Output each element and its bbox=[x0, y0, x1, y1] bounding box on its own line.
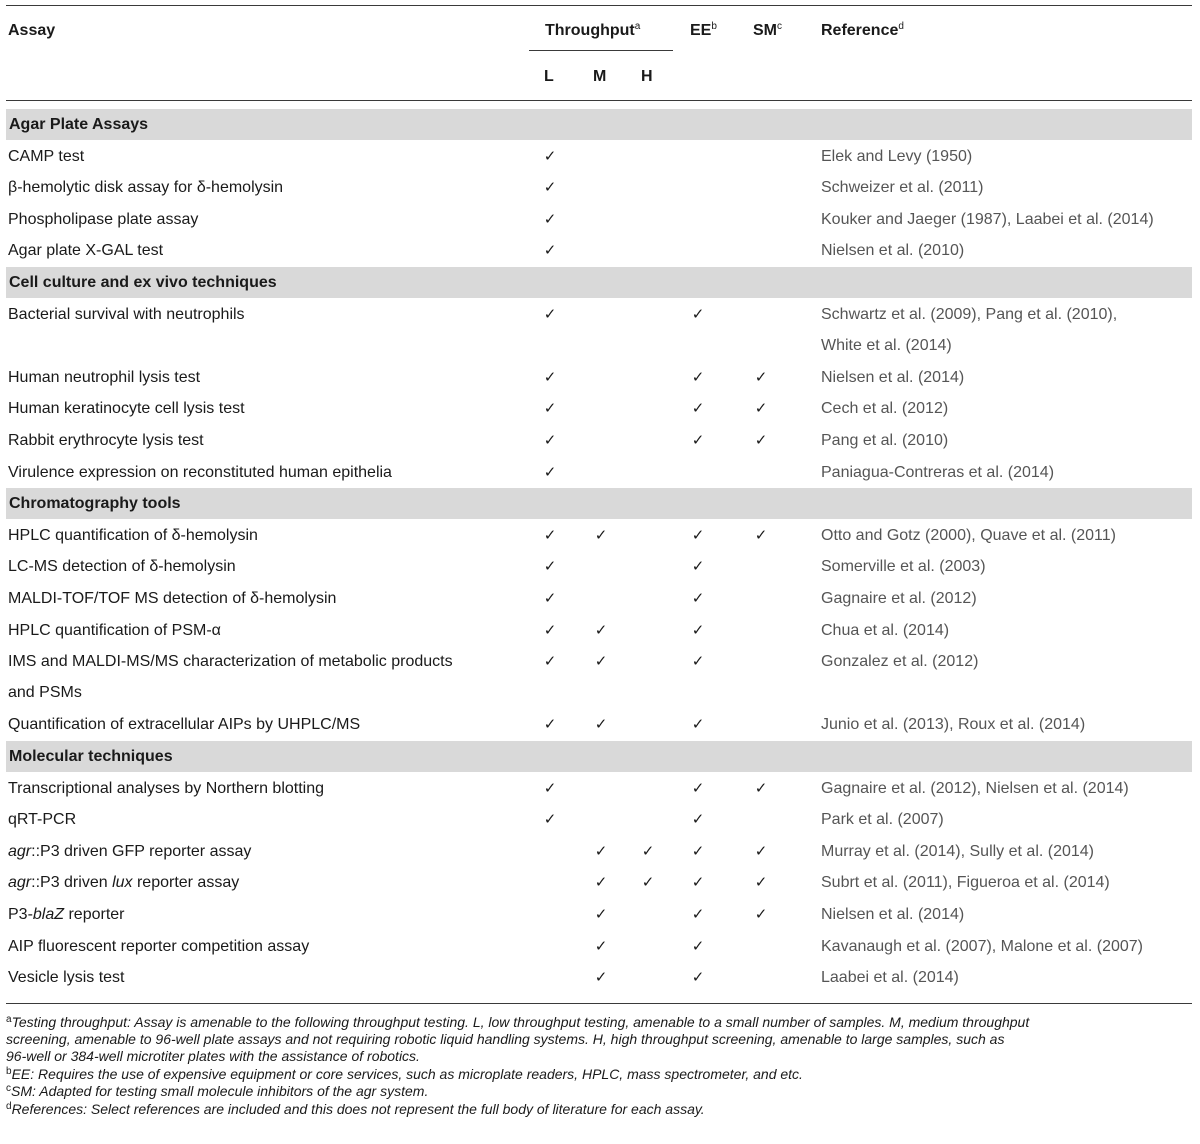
assay-name bbox=[8, 362, 518, 393]
assay-name bbox=[8, 457, 518, 488]
assay-text: MALDI-TOF/TOF MS detection of δ-hemolysin bbox=[8, 590, 337, 607]
reference-line2: White et al. (2014) bbox=[821, 336, 952, 354]
check-mark-ee: ✓ bbox=[691, 810, 705, 829]
section-title: Chromatography tools bbox=[9, 495, 181, 513]
reference-line: Elek and Levy (1950) bbox=[821, 147, 973, 165]
reference-line: Schwartz et al. (2009), Pang et al. (2010), bbox=[821, 305, 1118, 323]
check-mark-ee: ✓ bbox=[691, 652, 705, 671]
table-row bbox=[6, 804, 1192, 836]
table-row bbox=[6, 425, 1192, 457]
check-mark-l: ✓ bbox=[543, 589, 557, 607]
assay-name bbox=[8, 931, 518, 962]
footnote-line: SM: Adapted for testing small molecule inhibitors of the agr system. bbox=[11, 1083, 429, 1099]
reference-line: Nielsen et al. (2014) bbox=[821, 906, 965, 923]
reference-line: Pang et al. (2010) bbox=[821, 432, 949, 449]
check-mark-l: ✓ bbox=[543, 304, 557, 323]
reference-text bbox=[821, 393, 1192, 424]
assay-name bbox=[8, 520, 518, 551]
assay-text: HPLC quantification of δ-hemolysin bbox=[8, 526, 258, 544]
check-mark-ee: ✓ bbox=[691, 968, 705, 987]
assay-text: HPLC quantification of PSM-α bbox=[8, 621, 221, 639]
reference-line: Gagnaire et al. (2012) bbox=[821, 590, 977, 607]
assay-name bbox=[8, 172, 518, 203]
reference-line: Kouker and Jaeger (1987), Laabei et al. (2014) bbox=[821, 210, 1154, 228]
reference-text bbox=[821, 804, 1192, 835]
reference-line: Kavanaugh et al. (2007), Malone et al. (2007) bbox=[821, 937, 1143, 955]
assay-text: LC-MS detection of δ-hemolysin bbox=[8, 558, 236, 576]
table-row bbox=[6, 867, 1192, 899]
assay-text: Agar plate X-GAL test bbox=[8, 242, 164, 260]
footnote-marker: b bbox=[6, 1065, 12, 1077]
assay-text: AIP fluorescent reporter competition assay bbox=[8, 937, 310, 955]
assay-italic-part: agr bbox=[8, 842, 32, 860]
assay-name bbox=[8, 425, 518, 456]
reference-text bbox=[821, 962, 1192, 993]
check-mark-m: ✓ bbox=[594, 652, 608, 671]
throughput-rule bbox=[529, 50, 673, 51]
reference-line: Subrt et al. (2011), Figueroa et al. (2014) bbox=[821, 874, 1110, 892]
header-ee: $EE^b$ bbox=[690, 21, 717, 39]
table-top-rule bbox=[6, 5, 1192, 6]
reference-line: Nielsen et al. (2014) bbox=[821, 368, 965, 386]
check-mark-ee: ✓ bbox=[691, 905, 705, 923]
assay-text: CAMP test bbox=[8, 147, 85, 165]
table-row bbox=[6, 551, 1192, 583]
header-assay: Assay bbox=[8, 22, 56, 39]
assay-text: Transcriptional analyses by Northern blotting bbox=[8, 779, 325, 797]
assay-name bbox=[8, 141, 518, 172]
check-mark-ee: ✓ bbox=[691, 367, 705, 386]
assay-name bbox=[8, 899, 518, 930]
check-mark-m: ✓ bbox=[594, 968, 608, 987]
check-mark-l: ✓ bbox=[543, 715, 557, 734]
check-mark-sm: ✓ bbox=[754, 367, 768, 386]
check-mark-m: ✓ bbox=[594, 841, 608, 860]
table-row bbox=[6, 204, 1192, 236]
reference-line: Schweizer et al. (2011) bbox=[821, 179, 984, 197]
check-mark-l: ✓ bbox=[543, 399, 557, 418]
table-row bbox=[6, 931, 1192, 963]
assay-name bbox=[8, 204, 518, 235]
assay-text: IMS and MALDI-MS/MS characterization of metabolic products bbox=[8, 653, 453, 671]
reference-text bbox=[821, 899, 1192, 930]
assay-text: ::P3 driven bbox=[31, 874, 113, 892]
check-mark-m: ✓ bbox=[594, 715, 608, 734]
footnote-marker: c bbox=[6, 1083, 11, 1094]
footnote-marker: d bbox=[6, 1100, 12, 1112]
header-h: H bbox=[641, 68, 653, 85]
check-mark-ee: ✓ bbox=[691, 841, 705, 860]
assay-name bbox=[8, 709, 518, 740]
header-throughput: Throughput$^a$ bbox=[545, 21, 641, 39]
check-mark-h: ✓ bbox=[641, 841, 655, 860]
reference-line: Paniagua-Contreras et al. (2014) bbox=[821, 463, 1055, 481]
table-row bbox=[6, 583, 1192, 615]
section-title: Agar Plate Assays bbox=[9, 116, 149, 133]
assay-text: Rabbit erythrocyte lysis test bbox=[8, 432, 204, 449]
reference-line: Nielsen et al. (2010) bbox=[821, 242, 965, 260]
reference-text bbox=[821, 646, 1192, 677]
reference-text bbox=[821, 867, 1192, 898]
reference-line: Gagnaire et al. (2012), Nielsen et al. (2014) bbox=[821, 779, 1129, 797]
check-mark-ee: ✓ bbox=[691, 304, 705, 323]
check-mark-sm: ✓ bbox=[754, 841, 768, 860]
reference-line: Somerville et al. (2003) bbox=[821, 558, 986, 576]
assay-text: ::P3 driven GFP reporter assay bbox=[31, 842, 252, 860]
assay-name bbox=[8, 551, 518, 582]
assay-text-tail: reporter assay bbox=[132, 874, 240, 892]
assay-text: Bacterial survival with neutrophils bbox=[8, 305, 245, 323]
table-row bbox=[6, 362, 1192, 394]
table-row bbox=[6, 773, 1192, 805]
check-mark-l: ✓ bbox=[543, 810, 557, 829]
footnote-line: screening, amenable to 96-well plate assays and not requiring robotic liquid handling systems. H, high throughput screening, amenable to large samples, such as bbox=[6, 1031, 1005, 1047]
assay-text: Vesicle lysis test bbox=[8, 969, 125, 987]
check-mark-ee: ✓ bbox=[691, 589, 705, 607]
assay-name bbox=[8, 867, 518, 898]
table-row bbox=[6, 457, 1192, 489]
footnote-marker: a bbox=[6, 1014, 12, 1025]
section-header bbox=[6, 488, 1192, 519]
assay-name bbox=[8, 773, 518, 804]
check-mark-l: ✓ bbox=[543, 652, 557, 671]
check-mark-m: ✓ bbox=[594, 525, 608, 544]
section-header bbox=[6, 267, 1192, 298]
reference-line: Murray et al. (2014), Sully et al. (2014) bbox=[821, 842, 1095, 860]
footnote bbox=[6, 1101, 1194, 1118]
footnote bbox=[6, 1066, 1194, 1083]
check-mark-l: ✓ bbox=[543, 462, 557, 481]
footnote-line: Testing throughput: Assay is amenable to the following throughput testing. L, low throughput testing, amenable to a small number of samples. M, medium throughput bbox=[11, 1014, 1030, 1030]
table-row bbox=[6, 299, 1192, 362]
check-mark-sm: ✓ bbox=[754, 873, 768, 892]
reference-text bbox=[821, 141, 1192, 172]
check-mark-ee: ✓ bbox=[691, 557, 705, 576]
assay-italic-part: lux bbox=[112, 874, 133, 892]
assay-name bbox=[8, 235, 518, 266]
check-mark-l: ✓ bbox=[543, 146, 557, 165]
header-sm: $SM^c$ bbox=[753, 21, 782, 39]
reference-text bbox=[821, 931, 1192, 962]
reference-text bbox=[821, 172, 1192, 203]
check-mark-ee: ✓ bbox=[691, 936, 705, 955]
assay-italic-part: blaZ bbox=[32, 906, 65, 923]
assay-text: Virulence expression on reconstituted human epithelia bbox=[8, 463, 392, 481]
reference-line: Gonzalez et al. (2012) bbox=[821, 653, 979, 671]
reference-text bbox=[821, 583, 1192, 614]
check-mark-sm: ✓ bbox=[754, 431, 768, 449]
table-row bbox=[6, 172, 1192, 204]
assay-text: Phospholipase plate assay bbox=[8, 210, 199, 228]
section-title: Molecular techniques bbox=[9, 748, 173, 765]
reference-text bbox=[821, 520, 1192, 551]
check-mark-l: ✓ bbox=[543, 557, 557, 576]
assay-text: Quantification of extracellular AIPs by UHPLC/MS bbox=[8, 716, 361, 734]
check-mark-sm: ✓ bbox=[754, 399, 768, 418]
table-row bbox=[6, 393, 1192, 425]
assay-text-line2: and PSMs bbox=[8, 684, 82, 702]
check-mark-l: ✓ bbox=[543, 209, 557, 228]
check-mark-sm: ✓ bbox=[754, 525, 768, 544]
check-mark-m: ✓ bbox=[594, 620, 608, 639]
table-row bbox=[6, 709, 1192, 741]
section-title: Cell culture and ex vivo techniques bbox=[9, 274, 277, 291]
check-mark-l: ✓ bbox=[543, 431, 557, 449]
check-mark-m: ✓ bbox=[594, 905, 608, 923]
reference-line: Otto and Gotz (2000), Quave et al. (2011) bbox=[821, 526, 1116, 544]
check-mark-m: ✓ bbox=[594, 936, 608, 955]
assay-italic-part: agr bbox=[8, 874, 32, 892]
footnote bbox=[6, 1014, 1194, 1065]
section-header bbox=[6, 109, 1192, 140]
table-row bbox=[6, 520, 1192, 552]
check-mark-ee: ✓ bbox=[691, 715, 705, 734]
table-row bbox=[6, 646, 1192, 709]
table-row bbox=[6, 235, 1192, 267]
reference-text bbox=[821, 836, 1192, 867]
table-row bbox=[6, 836, 1192, 868]
check-mark-m: ✓ bbox=[594, 873, 608, 892]
footnote-line: References: Select references are included and this does not represent the full body of literature for each assay. bbox=[11, 1100, 705, 1117]
footnote bbox=[6, 1083, 1194, 1100]
reference-text bbox=[821, 204, 1192, 235]
assay-name bbox=[8, 836, 518, 867]
reference-line: Junio et al. (2013), Roux et al. (2014) bbox=[821, 716, 1086, 734]
assay-name bbox=[8, 583, 518, 614]
table-bottom-rule bbox=[6, 1003, 1192, 1004]
check-mark-ee: ✓ bbox=[691, 873, 705, 892]
assay-name bbox=[8, 615, 518, 646]
check-mark-l: ✓ bbox=[543, 525, 557, 544]
assay-text: P3- bbox=[8, 906, 33, 923]
table-row bbox=[6, 141, 1192, 173]
reference-text bbox=[821, 551, 1192, 582]
check-mark-l: ✓ bbox=[543, 241, 557, 260]
check-mark-l: ✓ bbox=[543, 178, 557, 197]
footnote-line: 96-well or 384-well microtiter plates with the assistance of robotics. bbox=[6, 1048, 420, 1064]
reference-text bbox=[821, 773, 1192, 804]
check-mark-ee: ✓ bbox=[691, 399, 705, 418]
check-mark-ee: ✓ bbox=[691, 778, 705, 797]
header-reference: Reference$^d$ bbox=[821, 21, 904, 39]
check-mark-sm: ✓ bbox=[754, 778, 768, 797]
footnote-line: EE: Requires the use of expensive equipment or core services, such as microplate readers, HPLC, mass spectrometer, and etc. bbox=[11, 1065, 803, 1082]
check-mark-l: ✓ bbox=[543, 778, 557, 797]
header-bottom-rule bbox=[6, 100, 1192, 101]
table-row bbox=[6, 962, 1192, 994]
reference-text bbox=[821, 425, 1192, 456]
assay-name bbox=[8, 962, 518, 993]
table-row bbox=[6, 899, 1192, 931]
assay-text: qRT-PCR bbox=[8, 811, 77, 829]
check-mark-sm: ✓ bbox=[754, 905, 768, 923]
reference-line: Park et al. (2007) bbox=[821, 811, 944, 829]
assay-name bbox=[8, 804, 518, 835]
section-header bbox=[6, 741, 1192, 772]
table-row bbox=[6, 615, 1192, 647]
assay-text: Human neutrophil lysis test bbox=[8, 368, 201, 386]
assay-text-tail: reporter bbox=[64, 906, 125, 923]
reference-text bbox=[821, 235, 1192, 266]
assay-name bbox=[8, 646, 518, 708]
assay-text: Human keratinocyte cell lysis test bbox=[8, 400, 245, 418]
reference-line: Chua et al. (2014) bbox=[821, 621, 950, 639]
check-mark-ee: ✓ bbox=[691, 431, 705, 449]
assay-name bbox=[8, 393, 518, 424]
check-mark-ee: ✓ bbox=[691, 620, 705, 639]
check-mark-h: ✓ bbox=[641, 873, 655, 892]
reference-text bbox=[821, 615, 1192, 646]
reference-text bbox=[821, 362, 1192, 393]
reference-line: Cech et al. (2012) bbox=[821, 400, 949, 418]
check-mark-ee: ✓ bbox=[691, 525, 705, 544]
reference-text bbox=[821, 299, 1192, 361]
assay-name bbox=[8, 299, 518, 330]
reference-line: Laabei et al. (2014) bbox=[821, 969, 959, 987]
header-l: L bbox=[544, 68, 554, 85]
reference-text bbox=[821, 457, 1192, 488]
header-m: M bbox=[593, 68, 607, 85]
check-mark-l: ✓ bbox=[543, 367, 557, 386]
check-mark-l: ✓ bbox=[543, 620, 557, 639]
reference-text bbox=[821, 709, 1192, 740]
assay-text: β-hemolytic disk assay for δ-hemolysin bbox=[8, 179, 284, 197]
